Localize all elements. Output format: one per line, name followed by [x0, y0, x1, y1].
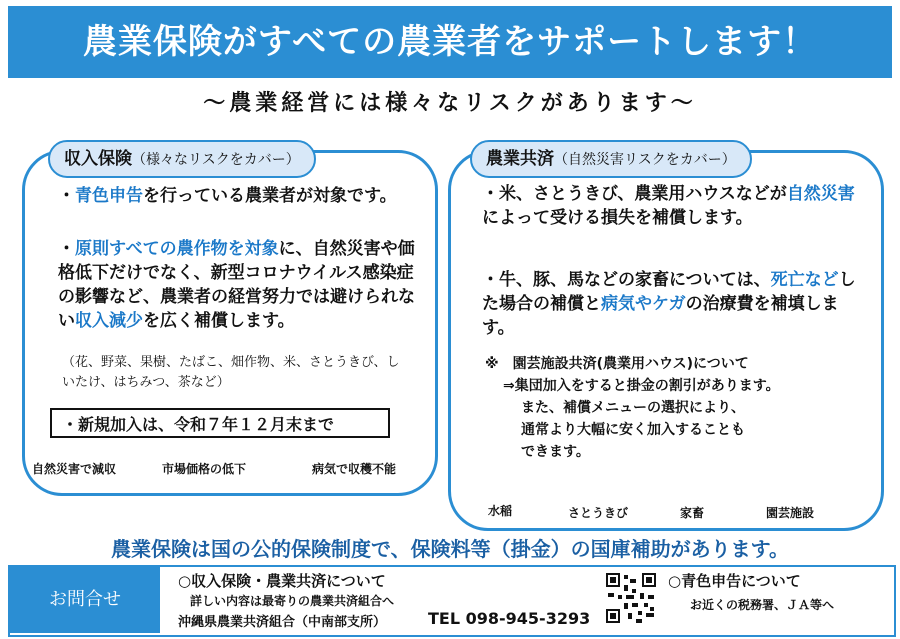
page-banner: 農業保険がすべての農業者をサポートします！ — [8, 6, 892, 78]
qr-code-icon[interactable] — [604, 571, 658, 625]
highlight-text: 収入減少 — [75, 311, 143, 331]
mutual-aid-crops — [482, 182, 862, 230]
contact-tax-desc: お近くの税務署、ＪＡ等へ — [690, 598, 835, 612]
heading-label: 収入保険 — [64, 149, 132, 169]
note-line: 通常より大幅に安く加入することも — [521, 422, 745, 438]
note-title: ※ 園芸施設共済(農業用ハウス)について — [485, 356, 749, 372]
contact-organization: 沖縄県農業共済組合（中南部支所） — [178, 615, 387, 630]
caption-livestock: 家畜 — [680, 506, 705, 520]
note-line: できます。 — [521, 444, 590, 460]
highlight-text: 自然災害 — [786, 184, 855, 204]
highlight-text: 青色申告 — [75, 186, 143, 206]
caption-rice: 水稲 — [488, 504, 513, 518]
bullet: ・ — [58, 186, 75, 206]
caption-greenhouse: 園芸施設 — [766, 506, 815, 520]
greenhouse-note — [485, 353, 865, 463]
highlight-text: 死亡など — [770, 270, 839, 290]
mutual-aid-livestock — [482, 268, 862, 340]
body-text: を行っている農業者が対象です。 — [143, 186, 397, 206]
subsidy-statement: 農業保険は国の公的保険制度で、保険料等（掛金）の国庫補助があります。 — [111, 537, 789, 561]
contact-phone[interactable]: TEL 098-945-3293 — [428, 609, 591, 628]
body-text: した場合の補償と — [482, 270, 856, 314]
income-insurance-heading — [48, 140, 316, 178]
caption-price-drop: 市場価格の低下 — [162, 462, 247, 476]
body-text: によって受ける損失を補償します。 — [482, 208, 753, 228]
highlight-text: 原則すべての農作物を対象 — [75, 239, 279, 259]
body-text: ・米、さとうきび、農業用ハウスなどが — [482, 184, 787, 204]
caption-natural-disaster: 自然災害で減収 — [32, 462, 117, 476]
heading-sub: （自然災害リスクをカバー） — [554, 152, 736, 168]
income-insurance-coverage — [58, 237, 418, 333]
heading-sub: （様々なリスクをカバー） — [132, 152, 300, 168]
bullet: ・ — [58, 239, 75, 259]
enrollment-deadline: ・新規加入は、令和７年１２月末まで — [50, 408, 390, 438]
note-line: また、補償メニューの選択により、 — [521, 400, 745, 416]
income-insurance-eligibility — [58, 184, 418, 208]
highlight-text: 病気やケガ — [601, 294, 686, 314]
caption-disease: 病気で収穫不能 — [312, 462, 397, 476]
heading-label: 農業共済 — [486, 149, 554, 169]
caption-sugarcane: さとうきび — [568, 506, 629, 520]
body-text: に、自然災害や価格低下だけでなく、新型コロナウイルス感染症の影響など、農業者の経営努力では避けられない — [58, 239, 415, 331]
note-line: ⇒集団加入をすると掛金の割引があります。 — [503, 378, 780, 394]
page-subtitle: ～農業経営には様々なリスクがあります～ — [203, 91, 697, 116]
mutual-aid-heading — [470, 140, 752, 178]
contact-insurance-desc: 詳しい内容は最寄りの農業共済組合へ — [190, 594, 395, 608]
crop-list-note: （花、野菜、果樹、たばこ、畑作物、米、さとうきび、しいたけ、はちみつ、茶など） — [62, 355, 400, 390]
contact-tax-title: ○青色申告について — [668, 572, 801, 590]
body-text: の治療費を補填します。 — [482, 294, 839, 338]
body-text: を広く補償します。 — [143, 311, 295, 331]
body-text: ・牛、豚、馬などの家畜については、 — [482, 270, 771, 290]
contact-label: お問合せ — [10, 567, 160, 633]
contact-insurance-title: ○収入保険・農業共済について — [178, 572, 386, 590]
